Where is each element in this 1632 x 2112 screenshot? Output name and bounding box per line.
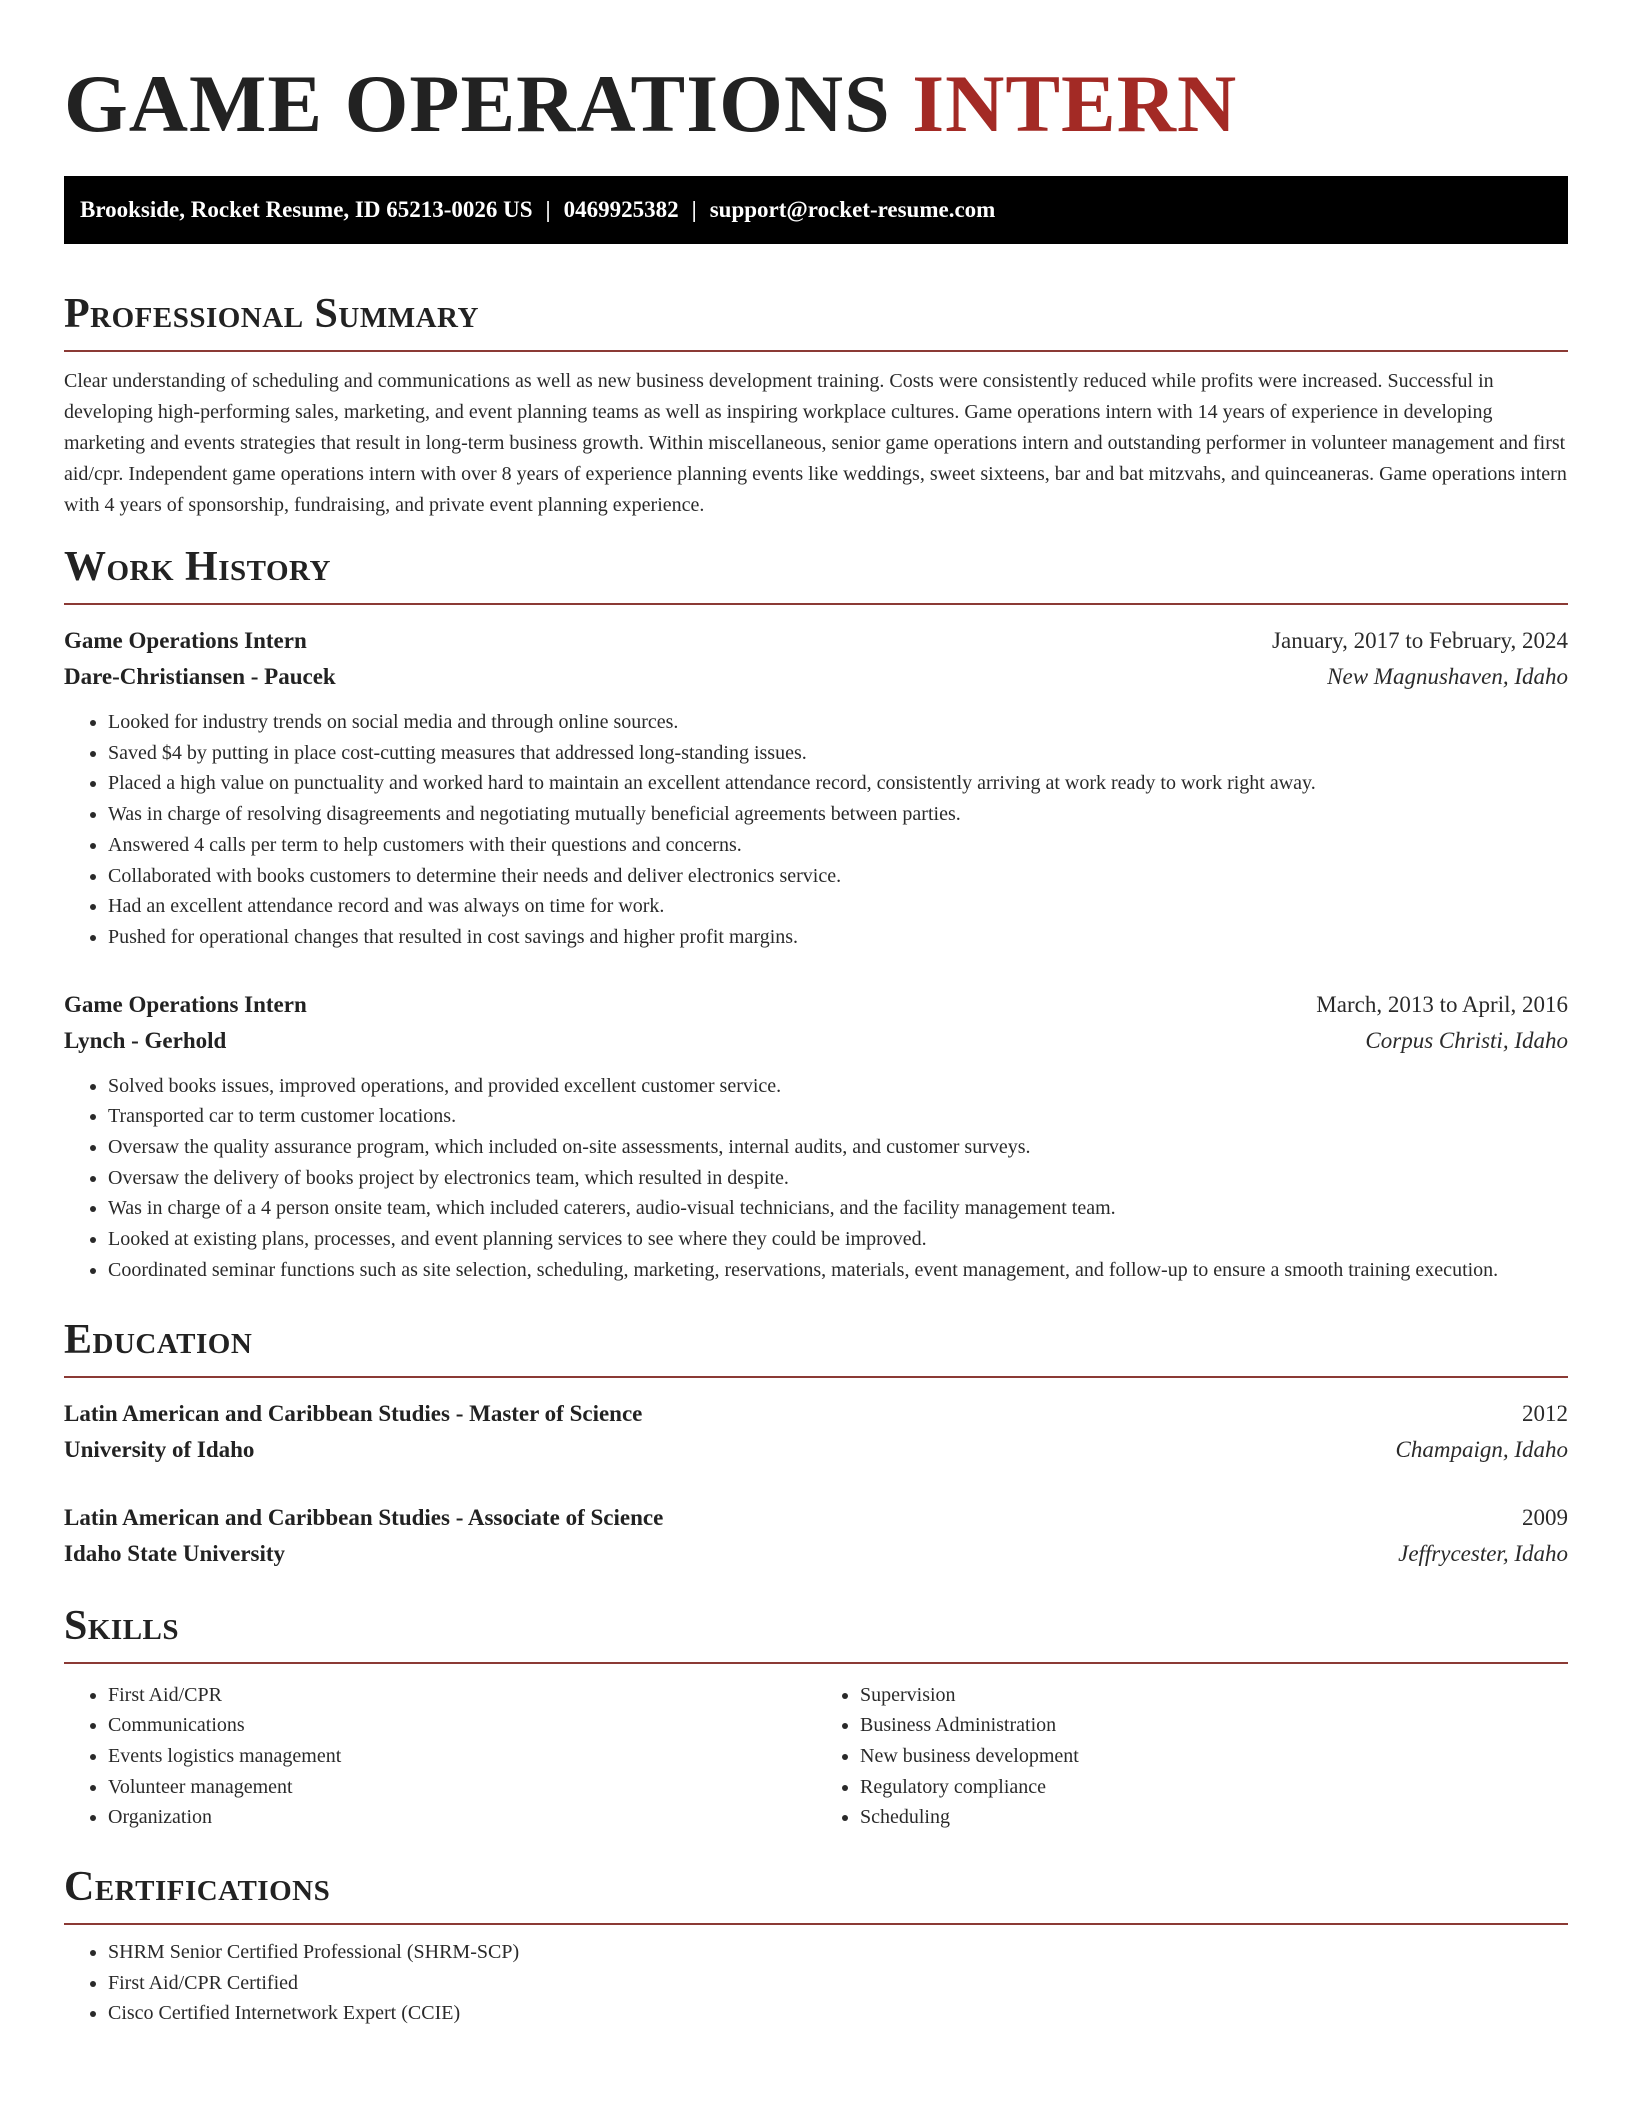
job-role: Game Operations Intern (64, 628, 307, 653)
section-divider (64, 1923, 1568, 1925)
section-divider (64, 1376, 1568, 1378)
skill-item: • Business Administration (860, 1710, 1568, 1741)
skill-item: • Supervision (860, 1680, 1568, 1711)
job-bullet: • Placed a high value on punctuality and worked hard to maintain an excellent attendance record, consistently arriving at work ready to work right away. (108, 768, 1568, 799)
skills-column-right (816, 1680, 1568, 1834)
job-bullet: • Answered 4 calls per term to help customers with their questions and concerns. (108, 830, 1568, 861)
certification-item: • SHRM Senior Certified Professional (SHRM-SCP) (108, 1937, 1568, 1968)
skill-item: • Communications (108, 1710, 816, 1741)
education-entry (64, 1500, 1568, 1572)
summary-text: Clear understanding of scheduling and communications as well as new business development training. Costs were consistently reduced while profits were increased. Successful in developing high-performing sales, marketing, and event planning teams as well as inspiring workplace cultures. Game operations intern with 14 years of experience in developing marketing and events strategies that result in long-term business growth. Within miscellaneous, senior game operations intern and outstanding performer in volunteer management and first aid/cpr. Independent game operations intern with over 8 years of experience planning events like weddings, sweet sixteens, bar and bat mitzvahs, and quinceaneras. Game operations intern with 4 years of sponsorship, fundraising, and private event planning experience. (64, 370, 1567, 516)
skill-item: • New business development (860, 1741, 1568, 1772)
contact-separator: | (545, 197, 551, 222)
education-degree-row (64, 1396, 1568, 1432)
education-school-row (64, 1432, 1568, 1468)
job-entry (64, 987, 1568, 1286)
contact-separator: | (691, 197, 697, 222)
skills-grid (64, 1680, 1568, 1834)
job-location: New Magnushaven, Idaho (1327, 664, 1568, 689)
contact-address: Brookside, Rocket Resume, ID 65213-0026 US (80, 197, 533, 222)
certifications-section (64, 1861, 1568, 2029)
title-main: GAME OPERATIONS (64, 58, 891, 149)
skill-item: • Volunteer management (108, 1772, 816, 1803)
section-heading-work-history: Work History (64, 544, 331, 590)
certifications-list (64, 1937, 1568, 2029)
job-bullet: • Was in charge of a 4 person onsite team, which included caterers, audio-visual technicians, and the facility management team. (108, 1193, 1568, 1224)
education-degree: Latin American and Caribbean Studies - Master of Science (64, 1400, 643, 1426)
job-bullet: • Was in charge of resolving disagreements and negotiating mutually beneficial agreements between parties. (108, 799, 1568, 830)
job-bullet: • Looked at existing plans, processes, and event planning services to see where they could be improved. (108, 1224, 1568, 1255)
education-school: University of Idaho (64, 1436, 255, 1462)
summary-section (64, 288, 1568, 521)
skill-item: • First Aid/CPR (108, 1680, 816, 1711)
job-header-row (64, 623, 1568, 659)
skills-section (64, 1600, 1568, 1834)
section-divider (64, 603, 1568, 605)
job-bullets (64, 1071, 1568, 1286)
section-heading-summary: Professional Summary (64, 291, 479, 337)
section-heading-education: Education (64, 1316, 253, 1363)
job-dates: January, 2017 to February, 2024 (1272, 628, 1568, 653)
job-bullet: • Pushed for operational changes that resulted in cost savings and higher profit margins. (108, 922, 1568, 953)
job-bullet: • Solved books issues, improved operations, and provided excellent customer service. (108, 1071, 1568, 1102)
job-company-row (64, 659, 1568, 695)
skill-item: • Events logistics management (108, 1741, 816, 1772)
skill-item: • Regulatory compliance (860, 1772, 1568, 1803)
education-section (64, 1314, 1568, 1572)
work-history-section (64, 541, 1568, 1286)
job-bullet: • Collaborated with books customers to determine their needs and deliver electronics service. (108, 861, 1568, 892)
skills-column-left (64, 1680, 816, 1834)
title-accent: INTERN (912, 58, 1238, 149)
section-heading-certifications: Certifications (64, 1864, 331, 1911)
contact-phone: 0469925382 (563, 197, 679, 222)
section-divider (64, 350, 1568, 352)
job-bullet: • Transported car to term customer locations. (108, 1101, 1568, 1132)
education-year: 2009 (1522, 1504, 1568, 1530)
job-dates: March, 2013 to April, 2016 (1316, 991, 1568, 1017)
job-bullet: • Had an excellent attendance record and was always on time for work. (108, 891, 1568, 922)
resume-title (64, 54, 1568, 154)
education-degree-row (64, 1500, 1568, 1536)
job-bullet: • Looked for industry trends on social media and through online sources. (108, 707, 1568, 738)
job-role: Game Operations Intern (64, 991, 307, 1017)
skill-item: • Scheduling (860, 1802, 1568, 1833)
education-school: Idaho State University (64, 1540, 286, 1566)
certification-item: • Cisco Certified Internetwork Expert (CCIE) (108, 1998, 1568, 2029)
job-bullets (64, 707, 1568, 953)
job-bullet: • Oversaw the delivery of books project by electronics team, which resulted in despite. (108, 1163, 1568, 1194)
education-location: Champaign, Idaho (1395, 1436, 1568, 1462)
job-company-row (64, 1023, 1568, 1059)
section-heading-skills: Skills (64, 1602, 180, 1649)
job-bullet: • Saved $4 by putting in place cost-cutting measures that addressed long-standing issues. (108, 738, 1568, 769)
job-header-row (64, 987, 1568, 1023)
education-year: 2012 (1522, 1400, 1568, 1426)
education-location: Jeffrycester, Idaho (1398, 1540, 1568, 1566)
job-location: Corpus Christi, Idaho (1365, 1027, 1568, 1053)
education-degree: Latin American and Caribbean Studies - Associate of Science (64, 1504, 664, 1530)
job-company: Dare-Christiansen - Paucek (64, 664, 336, 689)
skill-item: • Organization (108, 1802, 816, 1833)
job-bullet: • Coordinated seminar functions such as site selection, scheduling, marketing, reservations, materials, event management, and follow-up to ensure a smooth training execution. (108, 1255, 1568, 1286)
certification-item: • First Aid/CPR Certified (108, 1968, 1568, 1999)
section-divider (64, 1662, 1568, 1664)
education-entry (64, 1396, 1568, 1468)
job-bullet: • Oversaw the quality assurance program, which included on-site assessments, internal audits, and customer surveys. (108, 1132, 1568, 1163)
contact-email: support@rocket-resume.com (709, 197, 996, 222)
education-school-row (64, 1536, 1568, 1572)
contact-bar (64, 176, 1568, 244)
job-entry (64, 623, 1568, 953)
job-company: Lynch - Gerhold (64, 1027, 227, 1053)
